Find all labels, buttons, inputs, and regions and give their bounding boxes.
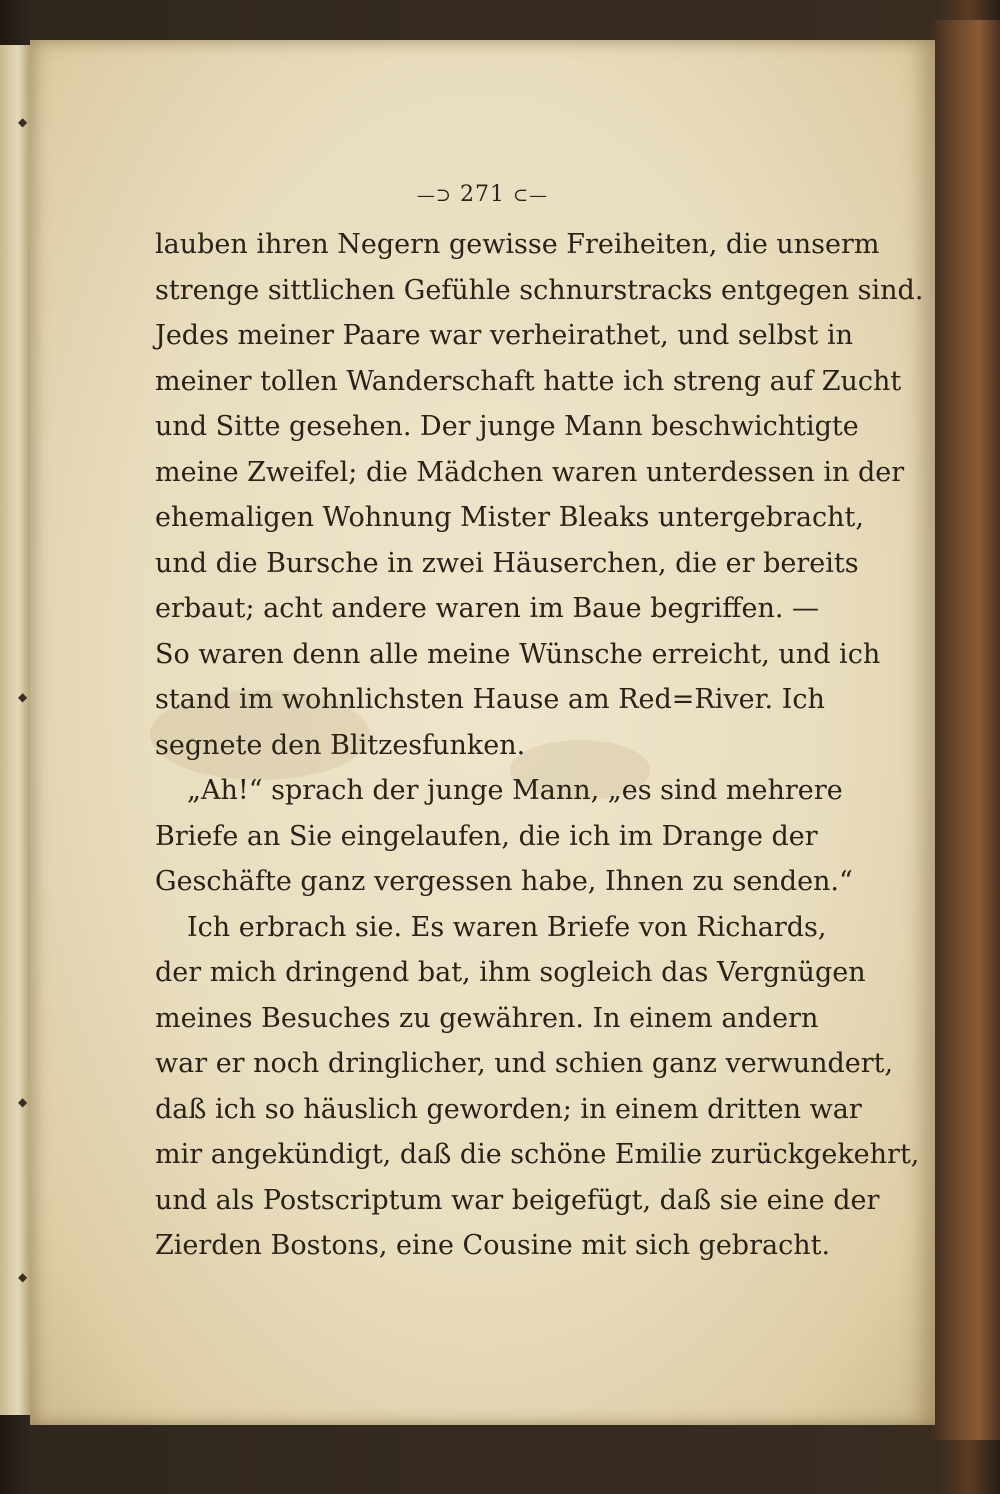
ornament-right: ⊂— <box>513 185 549 206</box>
text-line: meiner tollen Wanderschaft hatte ich streng auf Zucht <box>155 365 902 397</box>
text-line: erbaut; acht andere waren im Baue begriffen. — <box>155 593 820 624</box>
text-line: segnete den Blitzesfunken. <box>155 729 526 761</box>
page-number: 271 <box>460 182 505 207</box>
ornament-left: —⊃ <box>416 185 452 206</box>
text-line: lauben ihren Negern gewisse Freiheiten, die unserm <box>155 229 880 260</box>
book-page <box>30 40 935 1425</box>
text-line: So waren denn alle meine Wünsche erreicht, und ich <box>155 638 881 670</box>
text-line: der mich dringend bat, ihm sogleich das Vergnügen <box>155 957 866 988</box>
body-text <box>155 222 924 1269</box>
margin-mark: ◆ <box>18 115 28 129</box>
text-line: und die Bursche in zwei Häuserchen, die er bereits <box>155 547 859 579</box>
margin-mark: ◆ <box>18 1270 28 1284</box>
text-line: Geschäfte ganz vergessen habe, Ihnen zu senden.“ <box>155 866 853 897</box>
text-line: Jedes meiner Paare war verheirathet, und selbst in <box>155 320 853 351</box>
margin-mark: ◆ <box>18 690 28 704</box>
text-line: und Sitte gesehen. Der junge Mann beschwichtigte <box>155 411 859 442</box>
text-line: meine Zweifel; die Mädchen waren unterdessen in der <box>155 456 905 488</box>
text-line: und als Postscriptum war beigefügt, daß sie eine der <box>155 1184 880 1216</box>
margin-mark: ◆ <box>18 1095 28 1109</box>
text-line: Ich erbrach sie. Es waren Briefe von Richards, <box>187 911 827 943</box>
text-line: war er noch dringlicher, und schien ganz verwundert, <box>155 1048 894 1079</box>
text-line: Zierden Bostons, eine Cousine mit sich gebracht. <box>155 1230 831 1261</box>
text-line: Briefe an Sie eingelaufen, die ich im Drange der <box>155 820 818 852</box>
text-line: mir angekündigt, daß die schöne Emilie zurückgekehrt, <box>155 1139 920 1170</box>
book-cover-edge <box>930 20 1000 1440</box>
text-line: strenge sittlichen Gefühle schnurstracks entgegen sind. <box>155 274 924 306</box>
text-line: ehemaligen Wohnung Mister Bleaks untergebracht, <box>155 502 864 533</box>
left-page-edge <box>0 45 32 1415</box>
text-line: meines Besuches zu gewähren. In einem andern <box>155 1002 819 1034</box>
text-line: stand im wohnlichsten Hause am Red=River. Ich <box>155 684 825 715</box>
text-line: daß ich so häuslich geworden; in einem dritten war <box>155 1093 862 1125</box>
text-line: „Ah!“ sprach der junge Mann, „es sind mehrere <box>187 775 843 806</box>
page-header <box>30 182 935 207</box>
